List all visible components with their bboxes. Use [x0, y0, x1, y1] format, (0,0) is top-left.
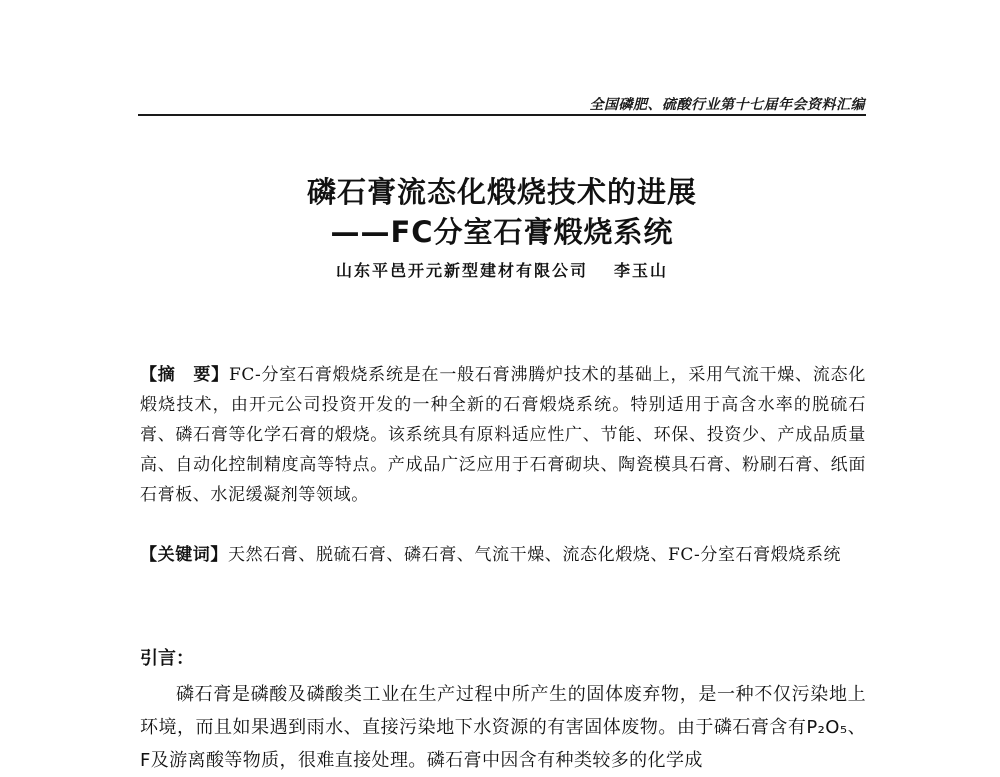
section-heading-introduction: 引言：: [140, 648, 194, 669]
author-name: 李玉山: [614, 261, 669, 280]
affiliation: 山东平邑开元新型建材有限公司: [335, 261, 588, 280]
abstract-text: FC-分室石膏煅烧系统是在一般石膏沸腾炉技术的基础上，采用气流干燥、流态化煅烧技术，由开元公司投资开发的一种全新的石膏煅烧系统。特别适用于高含水率的脱硫石膏、磷石膏等化学石膏的煅烧。该系统具有原料适应性广、节能、环保、投资少、产成品质量高、自动化控制精度高等特点。产成品广泛应用于石膏砌块、陶瓷模具石膏、粉刷石膏、纸面石膏板、水泥缓凝剂等领域。: [140, 365, 867, 505]
article-title: 磷石膏流态化煅烧技术的进展: [306, 175, 697, 209]
header-rule: [138, 114, 866, 116]
abstract: [140, 360, 866, 510]
introduction-paragraph: 磷石膏是磷酸及磷酸类工业在生产过程中所产生的固体废弃物，是一种不仅污染地上环境，而且如果遇到雨水、直接污染地下水资源的有害固体废物。由于磷石膏含有P₂O₅、F及游离酸等物质，很难直接处理。磷石膏中因含有种类较多的化学成: [140, 684, 866, 771]
abstract-label: 【摘 要】: [140, 365, 229, 385]
byline: [138, 258, 866, 281]
keywords-label: 【关键词】: [140, 545, 228, 565]
keywords-text: 天然石膏、脱硫石膏、磷石膏、气流干燥、流态化煅烧、FC-分室石膏煅烧系统: [228, 545, 842, 565]
keywords: [140, 540, 866, 570]
article-subtitle: ——FC分室石膏煅烧系统: [330, 215, 674, 249]
running-head: 全国磷肥、硫酸行业第十七届年会资料汇编: [589, 97, 865, 113]
